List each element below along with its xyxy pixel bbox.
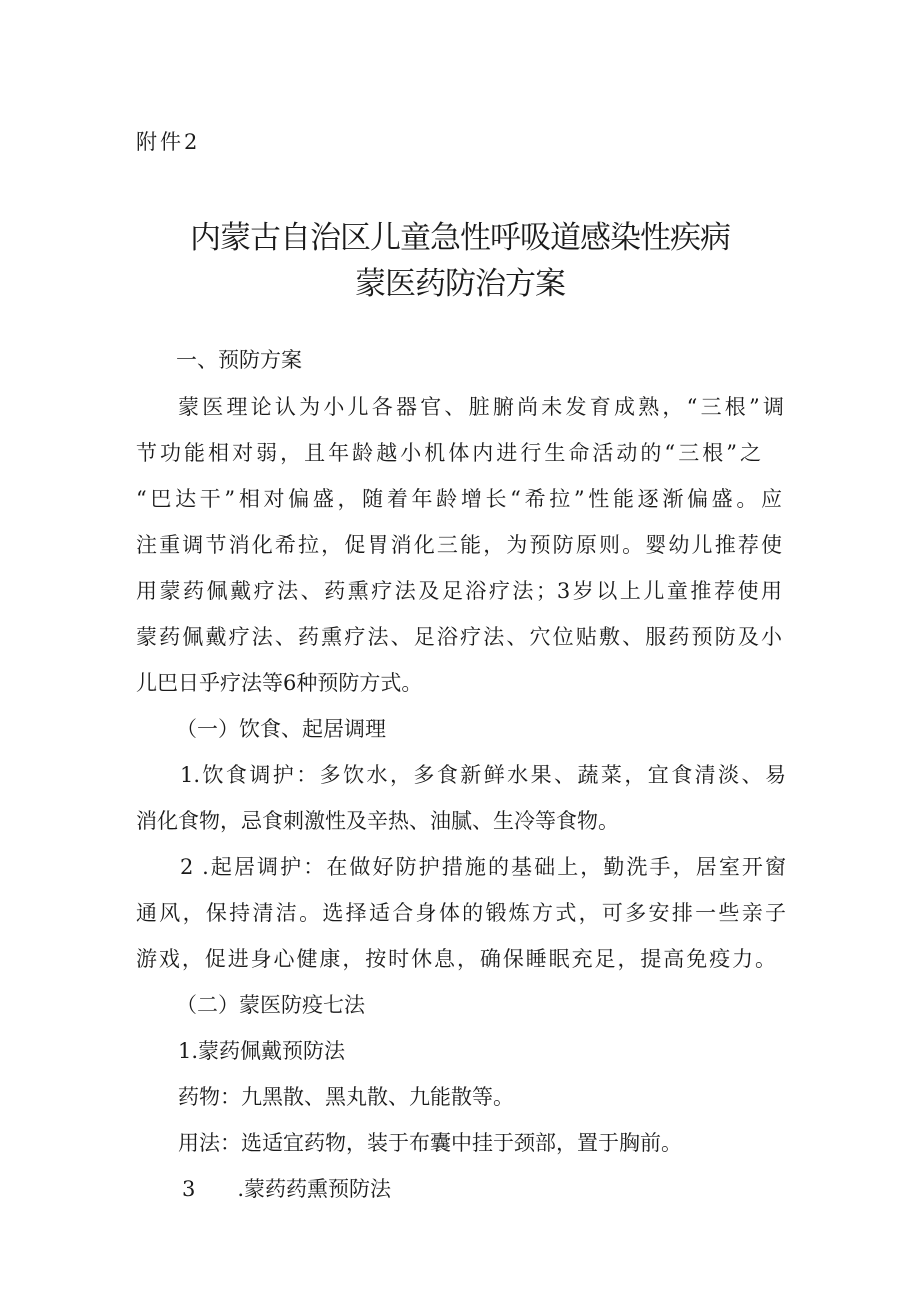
- paragraph-line: 用蒙药佩戴疗法、药熏疗法及足浴疗法；3岁以上儿童推荐使用: [136, 579, 782, 603]
- paragraph-line: 蒙药佩戴疗法、药熏疗法、足浴疗法、穴位贴敷、服药预防及小: [136, 625, 782, 649]
- paragraph-line: 儿巴日乎疗法等6种预防方式。: [136, 671, 423, 695]
- paragraph-line: 注重调节消化希拉，促胃消化三能，为预防原则。婴幼儿推荐使: [136, 533, 782, 557]
- attachment-label: 附件2: [136, 130, 201, 154]
- section-heading-prevention: 一、预防方案: [176, 348, 302, 372]
- method-heading: 3 .蒙药药熏预防法: [182, 1177, 392, 1201]
- paragraph-line: 游戏，促进身心健康，按时休息，确保睡眠充足，提高免疫力。: [136, 947, 776, 971]
- method-usage: 用法：选适宜药物，装于布囊中挂于颈部，置于胸前。: [178, 1131, 682, 1155]
- paragraph-line: 节功能相对弱，且年龄越小机体内进行生命活动的“三根”之: [136, 441, 761, 465]
- paragraph-line: 通风，保持清洁。选择适合身体的锻炼方式，可多安排一些亲子: [136, 901, 786, 925]
- subsection-heading-seven-methods: （二）蒙医防疫七法: [176, 993, 365, 1017]
- paragraph-line: 蒙医理论认为小儿各器官、脏腑尚未发育成熟，“三根”调: [178, 395, 784, 419]
- document-title-line-2: 蒙医药防治方案: [355, 266, 565, 302]
- paragraph-line: “巴达干”相对偏盛，随着年龄增长“希拉”性能逐渐偏盛。应: [136, 487, 782, 511]
- paragraph-line: 1.饮食调护：多饮水，多食新鲜水果、蔬菜，宜食清淡、易: [180, 763, 786, 787]
- subsection-heading-diet: （一）饮食、起居调理: [176, 717, 386, 741]
- paragraph-line: 消化食物，忌食刺激性及辛热、油腻、生冷等食物。: [136, 809, 619, 833]
- method-heading: 1.蒙药佩戴预防法: [178, 1039, 346, 1063]
- method-drugs: 药物：九黑散、黑丸散、九能散等。: [178, 1085, 514, 1109]
- paragraph-line: 2 .起居调护：在做好防护措施的基础上，勤洗手，居室开窗: [180, 855, 786, 879]
- document-title-line-1: 内蒙古自治区儿童急性呼吸道感染性疾病: [190, 220, 730, 256]
